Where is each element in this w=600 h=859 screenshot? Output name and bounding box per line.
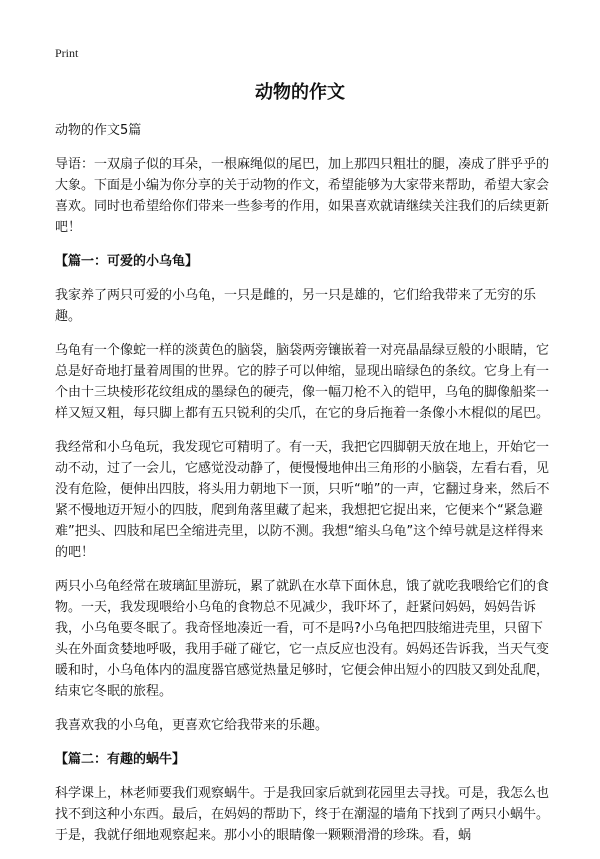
intro-paragraph: 导语：一双扇子似的耳朵，一根麻绳似的尾巴，加上那四只粗壮的腿，凑成了胖乎乎的大象。下面是小编为你分享的关于动物的作文，希望能够为大家带来帮助，希望大家会喜欢。同时也希望给你们带来一些参考的作用，如果喜欢就请继续关注我们的后续更新吧！	[55, 157, 550, 235]
page-title: 动物的作文	[255, 82, 345, 103]
article-body	[55, 120, 555, 859]
section-heading-1: 【篇一：可爱的小乌龟】	[55, 254, 199, 269]
article-subtitle: 动物的作文5篇	[55, 123, 142, 138]
section-1-paragraph-5: 我喜欢我的小乌龟，更喜欢它给我带来的乐趣。	[55, 718, 329, 733]
section-1-paragraph-3: 我经常和小乌龟玩，我发现它可精明了。有一天，我把它四脚朝天放在地上，开始它一动不动，过了一会儿，它感觉没动静了，便慢慢地伸出三角形的小脑袋，左看右看，见没有危险，便伸出四肢，将头用力朝地下一顶，只听“啪”的一声，它翻过身来，然后不紧不慢地迈开短小的四肢，爬到角落里藏了起来，我想把它捉出来，它便来个“紧急避难”把头、四肢和尾巴全缩进壳里，以防不测。我想“缩头乌龟”这个绰号就是这样得来的吧！	[55, 440, 550, 560]
section-1-paragraph-2: 乌龟有一个像蛇一样的淡黄色的脑袋，脑袋两旁镶嵌着一对亮晶晶绿豆般的小眼睛，它总是好奇地打量着周围的世界。它的脖子可以伸缩，显现出暗绿色的条纹。它身上有一个由十三块棱形花纹组成的墨绿色的硬壳，像一幅刀枪不入的铠甲，乌龟的脚像船桨一样又短又粗，每只脚上都有五只锐利的尖爪，在它的身后拖着一条像小木棍似的尾巴。	[55, 343, 550, 421]
section-1-paragraph-4: 两只小乌龟经常在玻璃缸里游玩，累了就趴在水草下面休息，饿了就吃我喂给它们的食物。一天，我发现喂给小乌龟的食物总不见减少，我吓坏了，赶紧问妈妈，妈妈告诉我，小乌龟要冬眠了。我奇怪地凑近一看，可不是吗?小乌龟把四肢缩进壳里，只留下头在外面贪婪地呼吸，我用手碰了碰它，它一点反应也没有。妈妈还告诉我，当天气变暖和时，小乌龟体内的温度器官感觉热量足够时，它便会伸出短小的四肢又到处乱爬，结束它冬眠的旅程。	[55, 579, 550, 699]
section-heading-2: 【篇二：有趣的蜗牛】	[55, 752, 186, 767]
section-2-paragraph-1: 科学课上，林老师要我们观察蜗牛。于是我回家后就到花园里去寻找。可是，我怎么也找不到这种小东西。最后，在妈妈的帮助下，终于在潮湿的墙角下找到了两只小蜗牛。于是，我就仔细地观察起来。那小小的眼睛像一颗颗滑滑的珍珠。看，蜗	[55, 786, 550, 843]
section-1-paragraph-1: 我家养了两只可爱的小乌龟，一只是雌的，另一只是雄的，它们给我带来了无穷的乐趣。	[55, 288, 537, 324]
print-link[interactable]: Print	[55, 46, 79, 60]
